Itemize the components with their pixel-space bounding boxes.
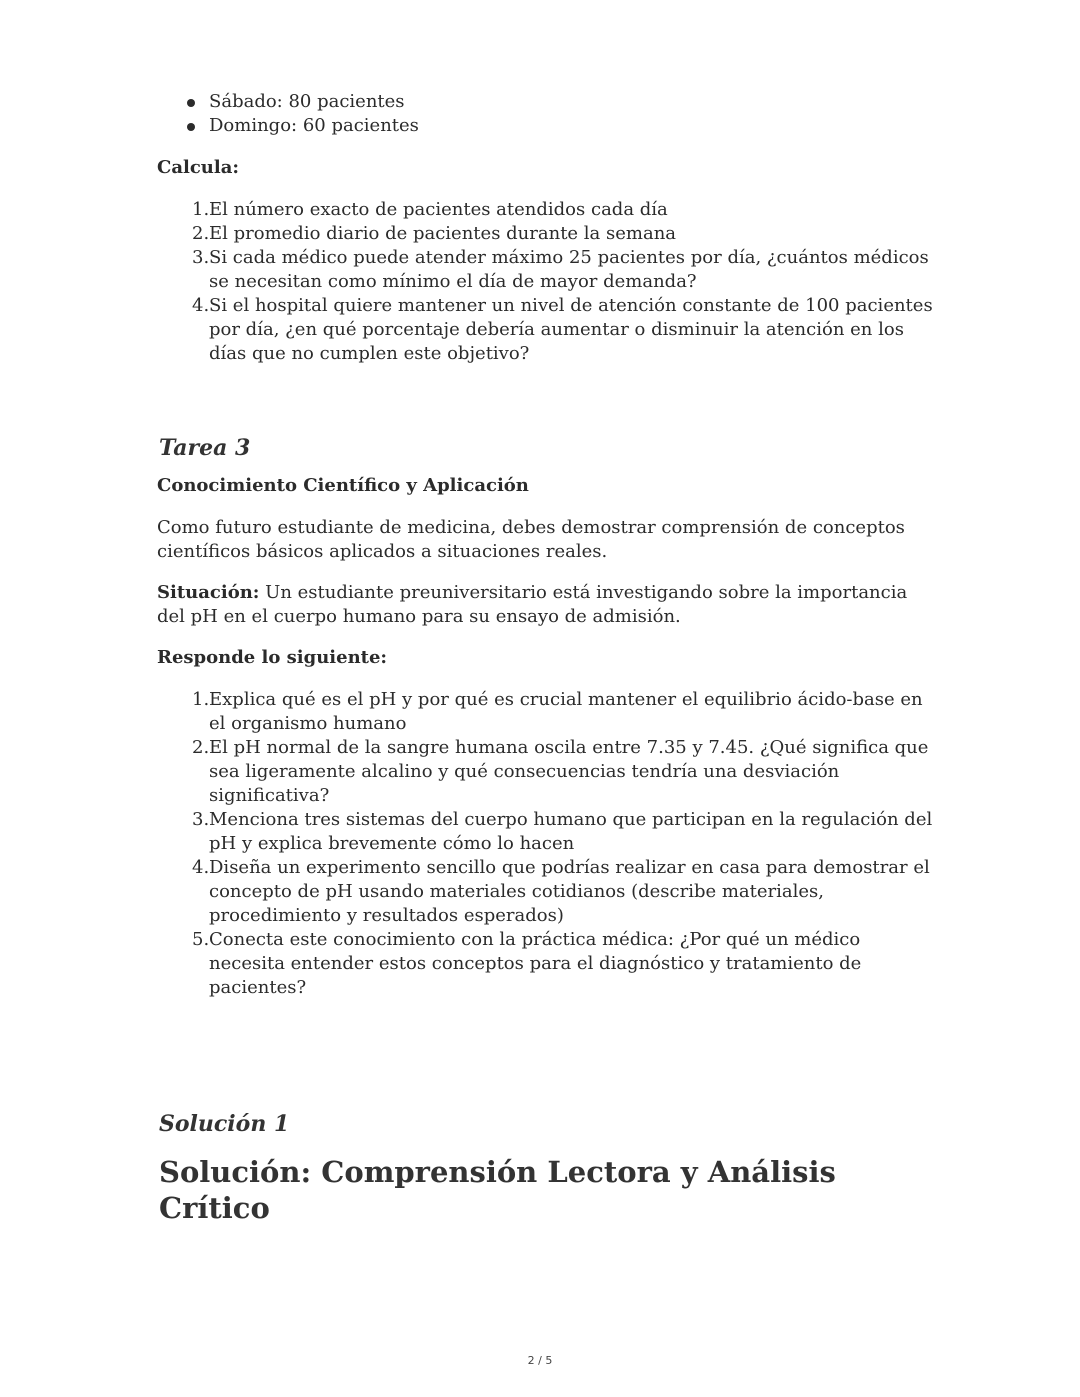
task-3-title: Tarea 3 (159, 435, 251, 461)
task-3-subtitle: Conocimiento Científico y Aplicación (157, 475, 529, 496)
situacion-text: Un estudiante preuniversitario está investigando sobre la importancia del pH en el cuerpo humano para su ensayo de admisión. (157, 582, 908, 627)
list-item: 3. Si cada médico puede atender máximo 25 pacientes por día, ¿cuántos médicos se necesitan como mínimo el día de mayor demanda? (192, 247, 929, 292)
task-3-questions (192, 688, 937, 1000)
bullet-icon (187, 99, 195, 107)
days-bullet-list (209, 90, 937, 138)
list-item: 3. Menciona tres sistemas del cuerpo humano que participan en la regulación del pH y explica brevemente cómo lo hacen (192, 809, 933, 854)
page-number: 2 / 5 (527, 1354, 553, 1367)
bullet-icon (187, 123, 195, 131)
task-3-intro: Como futuro estudiante de medicina, debes demostrar comprensión de conceptos científicos básicos aplicados a situaciones reales. (157, 517, 905, 562)
list-item: Domingo: 60 pacientes (209, 114, 937, 138)
page-content (157, 90, 937, 1226)
list-item: 4. Si el hospital quiere mantener un nivel de atención constante de 100 pacientes por día, ¿en qué porcentaje debería aumentar o disminuir la atención en los días que no cumplen este objetivo? (192, 295, 933, 364)
list-item: 2. El pH normal de la sangre humana oscila entre 7.35 y 7.45. ¿Qué significa que sea ligeramente alcalino y qué consecuencias tendría una desviación significativa? (192, 737, 929, 806)
solution-1-label: Solución 1 (159, 1111, 290, 1137)
solution-title: Solución: Comprensión Lectora y Análisis Crítico (159, 1155, 836, 1225)
list-item: Sábado: 80 pacientes (209, 90, 937, 114)
situacion-paragraph (157, 581, 937, 629)
list-item: 1. El número exacto de pacientes atendidos cada día (192, 199, 668, 220)
list-item: 2. El promedio diario de pacientes durante la semana (192, 223, 677, 244)
calcula-label: Calcula: (157, 157, 240, 178)
list-item: 5. Conecta este conocimiento con la práctica médica: ¿Por qué un médico necesita entender estos conceptos para el diagnóstico y tratamiento de pacientes? (192, 929, 862, 998)
list-item: 4. Diseña un experimento sencillo que podrías realizar en casa para demostrar el concepto de pH usando materiales cotidianos (describe materiales, procedimiento y resultados esperados) (192, 857, 930, 926)
responde-label: Responde lo siguiente: (157, 647, 388, 668)
calcula-list (192, 198, 937, 366)
list-item: 1. Explica qué es el pH y por qué es crucial mantener el equilibrio ácido-base en el organismo humano (192, 689, 923, 734)
situacion-label: Situación: (157, 582, 260, 603)
